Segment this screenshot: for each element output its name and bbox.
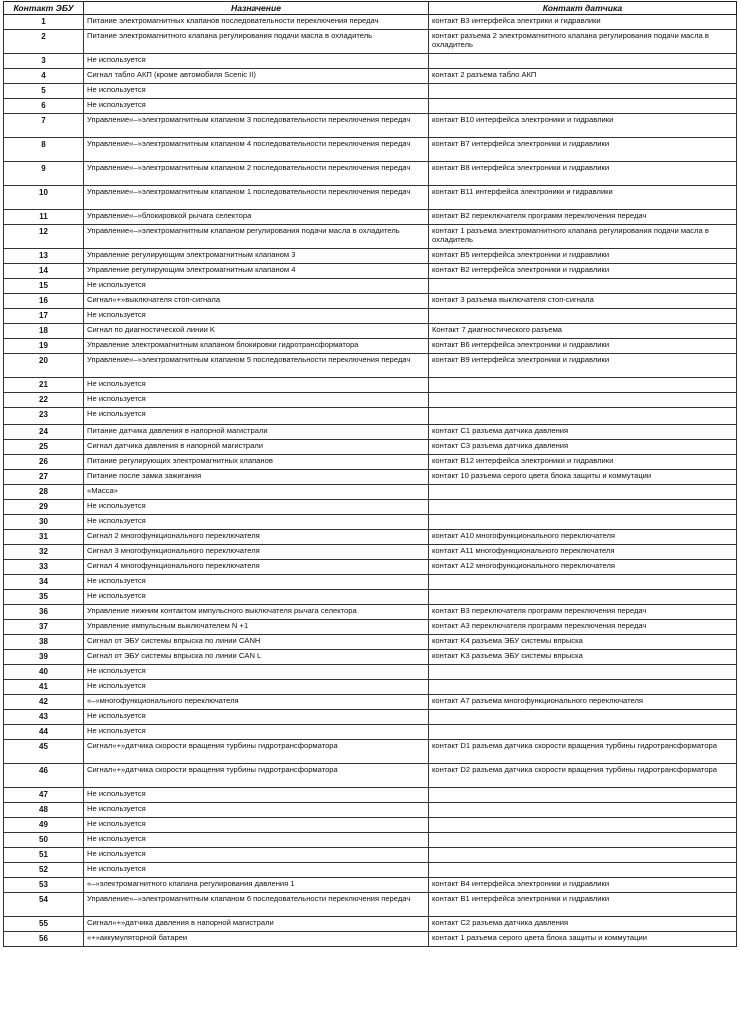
pin-cell: 38 (4, 635, 84, 650)
sensor-cell (429, 590, 737, 605)
table-row (4, 650, 737, 665)
table-row (4, 605, 737, 620)
purpose-cell: «+»аккумуляторной батареи (84, 932, 429, 947)
table-row (4, 440, 737, 455)
purpose-cell: Управление«–»электромагнитным клапаном 1 последовательности переключения передач (84, 186, 429, 210)
pin-cell: 15 (4, 279, 84, 294)
pin-cell: 47 (4, 788, 84, 803)
table-row (4, 264, 737, 279)
sensor-cell (429, 788, 737, 803)
pin-cell: 16 (4, 294, 84, 309)
table-row (4, 893, 737, 917)
purpose-cell: Не используется (84, 84, 429, 99)
table-row (4, 294, 737, 309)
sensor-cell: контакт 2 разъема табло АКП (429, 69, 737, 84)
sensor-cell: контакт B3 интерфейса электрики и гидравлики (429, 15, 737, 30)
purpose-cell: Сигнал табло АКП (кроме автомобиля Scenic II) (84, 69, 429, 84)
pin-cell: 29 (4, 500, 84, 515)
sensor-cell: контакт A3 переключателя программ переключения передач (429, 620, 737, 635)
purpose-cell: Управление«–»электромагнитным клапаном 6 последовательности переключения передач (84, 893, 429, 917)
table-row (4, 710, 737, 725)
pin-cell: 50 (4, 833, 84, 848)
pinout-table (3, 1, 737, 947)
pin-cell: 41 (4, 680, 84, 695)
purpose-cell: Управление«–»блокировкой рычага селектора (84, 210, 429, 225)
table-row (4, 725, 737, 740)
pin-cell: 13 (4, 249, 84, 264)
pin-cell: 20 (4, 354, 84, 378)
pin-cell: 32 (4, 545, 84, 560)
table-row (4, 695, 737, 710)
sensor-cell: контакт B2 переключателя программ переключения передач (429, 210, 737, 225)
purpose-cell: Не используется (84, 833, 429, 848)
purpose-cell: Не используется (84, 863, 429, 878)
sensor-cell (429, 680, 737, 695)
pin-cell: 4 (4, 69, 84, 84)
purpose-cell: Сигнал«+»выключателя стоп-сигнала (84, 294, 429, 309)
sensor-cell: контакт 3 разъема выключателя стоп-сигнала (429, 294, 737, 309)
sensor-cell (429, 803, 737, 818)
purpose-cell: Сигнал 3 многофункционального переключателя (84, 545, 429, 560)
sensor-cell (429, 54, 737, 69)
table-row (4, 863, 737, 878)
pin-cell: 27 (4, 470, 84, 485)
table-row (4, 210, 737, 225)
purpose-cell: Управление«–»электромагнитным клапаном регулирования подачи масла в охладитель (84, 225, 429, 249)
sensor-cell: контакт B6 интерфейса электроники и гидравлики (429, 339, 737, 354)
table-row (4, 279, 737, 294)
table-row (4, 99, 737, 114)
table-row (4, 803, 737, 818)
pin-cell: 25 (4, 440, 84, 455)
pin-cell: 3 (4, 54, 84, 69)
purpose-cell: «–»многофункционального переключателя (84, 695, 429, 710)
sensor-cell: контакт K4 разъема ЭБУ системы впрыска (429, 635, 737, 650)
purpose-cell: Не используется (84, 710, 429, 725)
purpose-cell: Не используется (84, 378, 429, 393)
purpose-cell: Не используется (84, 54, 429, 69)
sensor-cell: контакт D2 разъема датчика скорости вращения турбины гидротрансформатора (429, 764, 737, 788)
pin-cell: 12 (4, 225, 84, 249)
purpose-cell: Питание после замка зажигания (84, 470, 429, 485)
sensor-cell: контакт B5 интерфейса электроники и гидравлики (429, 249, 737, 264)
sensor-cell: контакт B2 интерфейса электроники и гидравлики (429, 264, 737, 279)
purpose-cell: Сигнал от ЭБУ системы впрыска по линии CANH (84, 635, 429, 650)
table-row (4, 620, 737, 635)
sensor-cell (429, 818, 737, 833)
pin-cell: 28 (4, 485, 84, 500)
table-row (4, 69, 737, 84)
pin-cell: 40 (4, 665, 84, 680)
table-row (4, 764, 737, 788)
pin-cell: 43 (4, 710, 84, 725)
pin-cell: 26 (4, 455, 84, 470)
sensor-cell (429, 393, 737, 408)
table-row (4, 575, 737, 590)
purpose-cell: Не используется (84, 515, 429, 530)
sensor-cell: контакт B8 интерфейса электроники и гидравлики (429, 162, 737, 186)
pin-cell: 36 (4, 605, 84, 620)
purpose-cell: Не используется (84, 818, 429, 833)
sensor-cell (429, 279, 737, 294)
pin-cell: 22 (4, 393, 84, 408)
pin-cell: 33 (4, 560, 84, 575)
pin-cell: 24 (4, 425, 84, 440)
purpose-cell: Не используется (84, 590, 429, 605)
purpose-cell: Управление регулирующим электромагнитным клапаном 3 (84, 249, 429, 264)
sensor-cell: контакт C3 разъема датчика давления (429, 440, 737, 455)
sensor-cell: контакт B10 интерфейса электроники и гидравлики (429, 114, 737, 138)
pin-cell: 19 (4, 339, 84, 354)
table-row (4, 84, 737, 99)
pin-cell: 42 (4, 695, 84, 710)
pin-cell: 35 (4, 590, 84, 605)
sensor-cell (429, 725, 737, 740)
sensor-cell: контакт C1 разъема датчика давления (429, 425, 737, 440)
pin-cell: 2 (4, 30, 84, 54)
purpose-cell: Управление электромагнитным клапаном блокировки гидротрансформатора (84, 339, 429, 354)
pin-cell: 45 (4, 740, 84, 764)
pin-cell: 1 (4, 15, 84, 30)
sensor-cell: контакт B7 интерфейса электроники и гидравлики (429, 138, 737, 162)
pin-cell: 23 (4, 408, 84, 425)
purpose-cell: Сигнал датчика давления в напорной магистрали (84, 440, 429, 455)
purpose-cell: Не используется (84, 309, 429, 324)
table-row (4, 878, 737, 893)
sensor-cell (429, 848, 737, 863)
pin-cell: 8 (4, 138, 84, 162)
sensor-cell: контакт D1 разъема датчика скорости вращения турбины гидротрансформатора (429, 740, 737, 764)
purpose-cell: Управление регулирующим электромагнитным клапаном 4 (84, 264, 429, 279)
pin-cell: 7 (4, 114, 84, 138)
table-row (4, 932, 737, 947)
purpose-cell: Сигнал 2 многофункционального переключателя (84, 530, 429, 545)
sensor-cell (429, 84, 737, 99)
purpose-cell: Не используется (84, 500, 429, 515)
sensor-cell (429, 99, 737, 114)
purpose-cell: Сигнал«+»датчика скорости вращения турбины гидротрансформатора (84, 764, 429, 788)
pin-cell: 14 (4, 264, 84, 279)
table-row (4, 30, 737, 54)
sensor-cell (429, 575, 737, 590)
table-row (4, 114, 737, 138)
table-row (4, 162, 737, 186)
table-row (4, 485, 737, 500)
table-row (4, 680, 737, 695)
sensor-cell: контакт разъема 2 электромагнитного клапана регулирования подачи масла в охладитель (429, 30, 737, 54)
table-row (4, 470, 737, 485)
header-pin: Контакт ЭБУ (4, 2, 84, 15)
purpose-cell: Управление«–»электромагнитным клапаном 5 последовательности переключения передач (84, 354, 429, 378)
table-row (4, 665, 737, 680)
sensor-cell (429, 863, 737, 878)
table-row (4, 54, 737, 69)
pin-cell: 37 (4, 620, 84, 635)
header-sensor-contact: Контакт датчика (429, 2, 737, 15)
pin-cell: 55 (4, 917, 84, 932)
sensor-cell: контакт K3 разъема ЭБУ системы впрыска (429, 650, 737, 665)
purpose-cell: «–»электромагнитного клапана регулирования давления 1 (84, 878, 429, 893)
sensor-cell (429, 500, 737, 515)
table-row (4, 740, 737, 764)
pin-cell: 39 (4, 650, 84, 665)
pin-cell: 34 (4, 575, 84, 590)
sensor-cell (429, 665, 737, 680)
purpose-cell: Сигнал от ЭБУ системы впрыска по линии CAN L (84, 650, 429, 665)
sensor-cell (429, 485, 737, 500)
table-row (4, 225, 737, 249)
pin-cell: 9 (4, 162, 84, 186)
table-body (4, 15, 737, 947)
purpose-cell: Не используется (84, 99, 429, 114)
pin-cell: 53 (4, 878, 84, 893)
table-row (4, 545, 737, 560)
pin-cell: 11 (4, 210, 84, 225)
table-row (4, 530, 737, 545)
purpose-cell: Питание датчика давления в напорной магистрали (84, 425, 429, 440)
purpose-cell: Не используется (84, 788, 429, 803)
table-row (4, 249, 737, 264)
pin-cell: 49 (4, 818, 84, 833)
table-row (4, 339, 737, 354)
purpose-cell: Питание электромагнитных клапанов последовательности переключения передач (84, 15, 429, 30)
pin-cell: 56 (4, 932, 84, 947)
purpose-cell: Не используется (84, 680, 429, 695)
purpose-cell: Управление«–»электромагнитным клапаном 4 последовательности переключения передач (84, 138, 429, 162)
pin-cell: 31 (4, 530, 84, 545)
table-row (4, 833, 737, 848)
purpose-cell: Сигнал по диагностической линии K (84, 324, 429, 339)
table-row (4, 393, 737, 408)
header-purpose: Назначение (84, 2, 429, 15)
sensor-cell (429, 408, 737, 425)
table-row (4, 635, 737, 650)
table-row (4, 788, 737, 803)
sensor-cell: контакт A10 многофункционального переключателя (429, 530, 737, 545)
purpose-cell: Не используется (84, 279, 429, 294)
table-row (4, 425, 737, 440)
table-row (4, 515, 737, 530)
pin-cell: 10 (4, 186, 84, 210)
table-row (4, 500, 737, 515)
purpose-cell: Управление импульсным выключателем N +1 (84, 620, 429, 635)
purpose-cell: Не используется (84, 848, 429, 863)
table-row (4, 324, 737, 339)
sensor-cell: контакт 10 разъема серого цвета блока защиты и коммутации (429, 470, 737, 485)
sensor-cell: контакт C2 разъема датчика давления (429, 917, 737, 932)
purpose-cell: Не используется (84, 725, 429, 740)
purpose-cell: Сигнал«+»датчика давления в напорной магистрали (84, 917, 429, 932)
table-row (4, 186, 737, 210)
sensor-cell: контакт B11 интерфейса электроники и гидравлики (429, 186, 737, 210)
purpose-cell: Управление«–»электромагнитным клапаном 2 последовательности переключения передач (84, 162, 429, 186)
pin-cell: 54 (4, 893, 84, 917)
sensor-cell (429, 378, 737, 393)
sensor-cell (429, 515, 737, 530)
sensor-cell: Контакт 7 диагностического разъема (429, 324, 737, 339)
table-header-row (4, 2, 737, 15)
table-row (4, 309, 737, 324)
purpose-cell: Питание регулирующих электромагнитных клапанов (84, 455, 429, 470)
purpose-cell: Управление«–»электромагнитным клапаном 3 последовательности переключения передач (84, 114, 429, 138)
purpose-cell: Сигнал 4 многофункционального переключателя (84, 560, 429, 575)
table-row (4, 408, 737, 425)
pin-cell: 46 (4, 764, 84, 788)
sensor-cell: контакт A11 многофункционального переключателя (429, 545, 737, 560)
pin-cell: 17 (4, 309, 84, 324)
table-row (4, 590, 737, 605)
purpose-cell: Не используется (84, 803, 429, 818)
pin-cell: 18 (4, 324, 84, 339)
sensor-cell (429, 309, 737, 324)
table-row (4, 455, 737, 470)
table-row (4, 560, 737, 575)
sensor-cell: контакт B3 переключателя программ переключения передач (429, 605, 737, 620)
sensor-cell (429, 710, 737, 725)
pin-cell: 21 (4, 378, 84, 393)
pin-cell: 30 (4, 515, 84, 530)
sensor-cell: контакт 1 разъема электромагнитного клапана регулирования подачи масла в охладитель (429, 225, 737, 249)
purpose-cell: Не используется (84, 665, 429, 680)
sensor-cell: контакт B9 интерфейса электроники и гидравлики (429, 354, 737, 378)
pin-cell: 48 (4, 803, 84, 818)
purpose-cell: Сигнал«+»датчика скорости вращения турбины гидротрансформатора (84, 740, 429, 764)
sensor-cell: контакт B12 интерфейса электроники и гидравлики (429, 455, 737, 470)
pin-cell: 5 (4, 84, 84, 99)
table-row (4, 848, 737, 863)
table-row (4, 818, 737, 833)
sensor-cell: контакт A12 многофункционального переключателя (429, 560, 737, 575)
sensor-cell: контакт A7 разъема многофункционального переключателя (429, 695, 737, 710)
pinout-document (3, 1, 736, 947)
purpose-cell: Не используется (84, 408, 429, 425)
pin-cell: 44 (4, 725, 84, 740)
sensor-cell: контакт 1 разъема серого цвета блока защиты и коммутации (429, 932, 737, 947)
pin-cell: 6 (4, 99, 84, 114)
purpose-cell: Управление нижним контактом импульсного выключателя рычага селектора (84, 605, 429, 620)
purpose-cell: «Масса» (84, 485, 429, 500)
sensor-cell: контакт B4 интерфейса электроники и гидравлики (429, 878, 737, 893)
table-row (4, 138, 737, 162)
pin-cell: 52 (4, 863, 84, 878)
purpose-cell: Не используется (84, 393, 429, 408)
table-row (4, 917, 737, 932)
table-row (4, 354, 737, 378)
sensor-cell (429, 833, 737, 848)
purpose-cell: Не используется (84, 575, 429, 590)
pin-cell: 51 (4, 848, 84, 863)
table-row (4, 15, 737, 30)
purpose-cell: Питание электромагнитного клапана регулирования подачи масла в охладитель (84, 30, 429, 54)
table-row (4, 378, 737, 393)
sensor-cell: контакт B1 интерфейса электроники и гидравлики (429, 893, 737, 917)
